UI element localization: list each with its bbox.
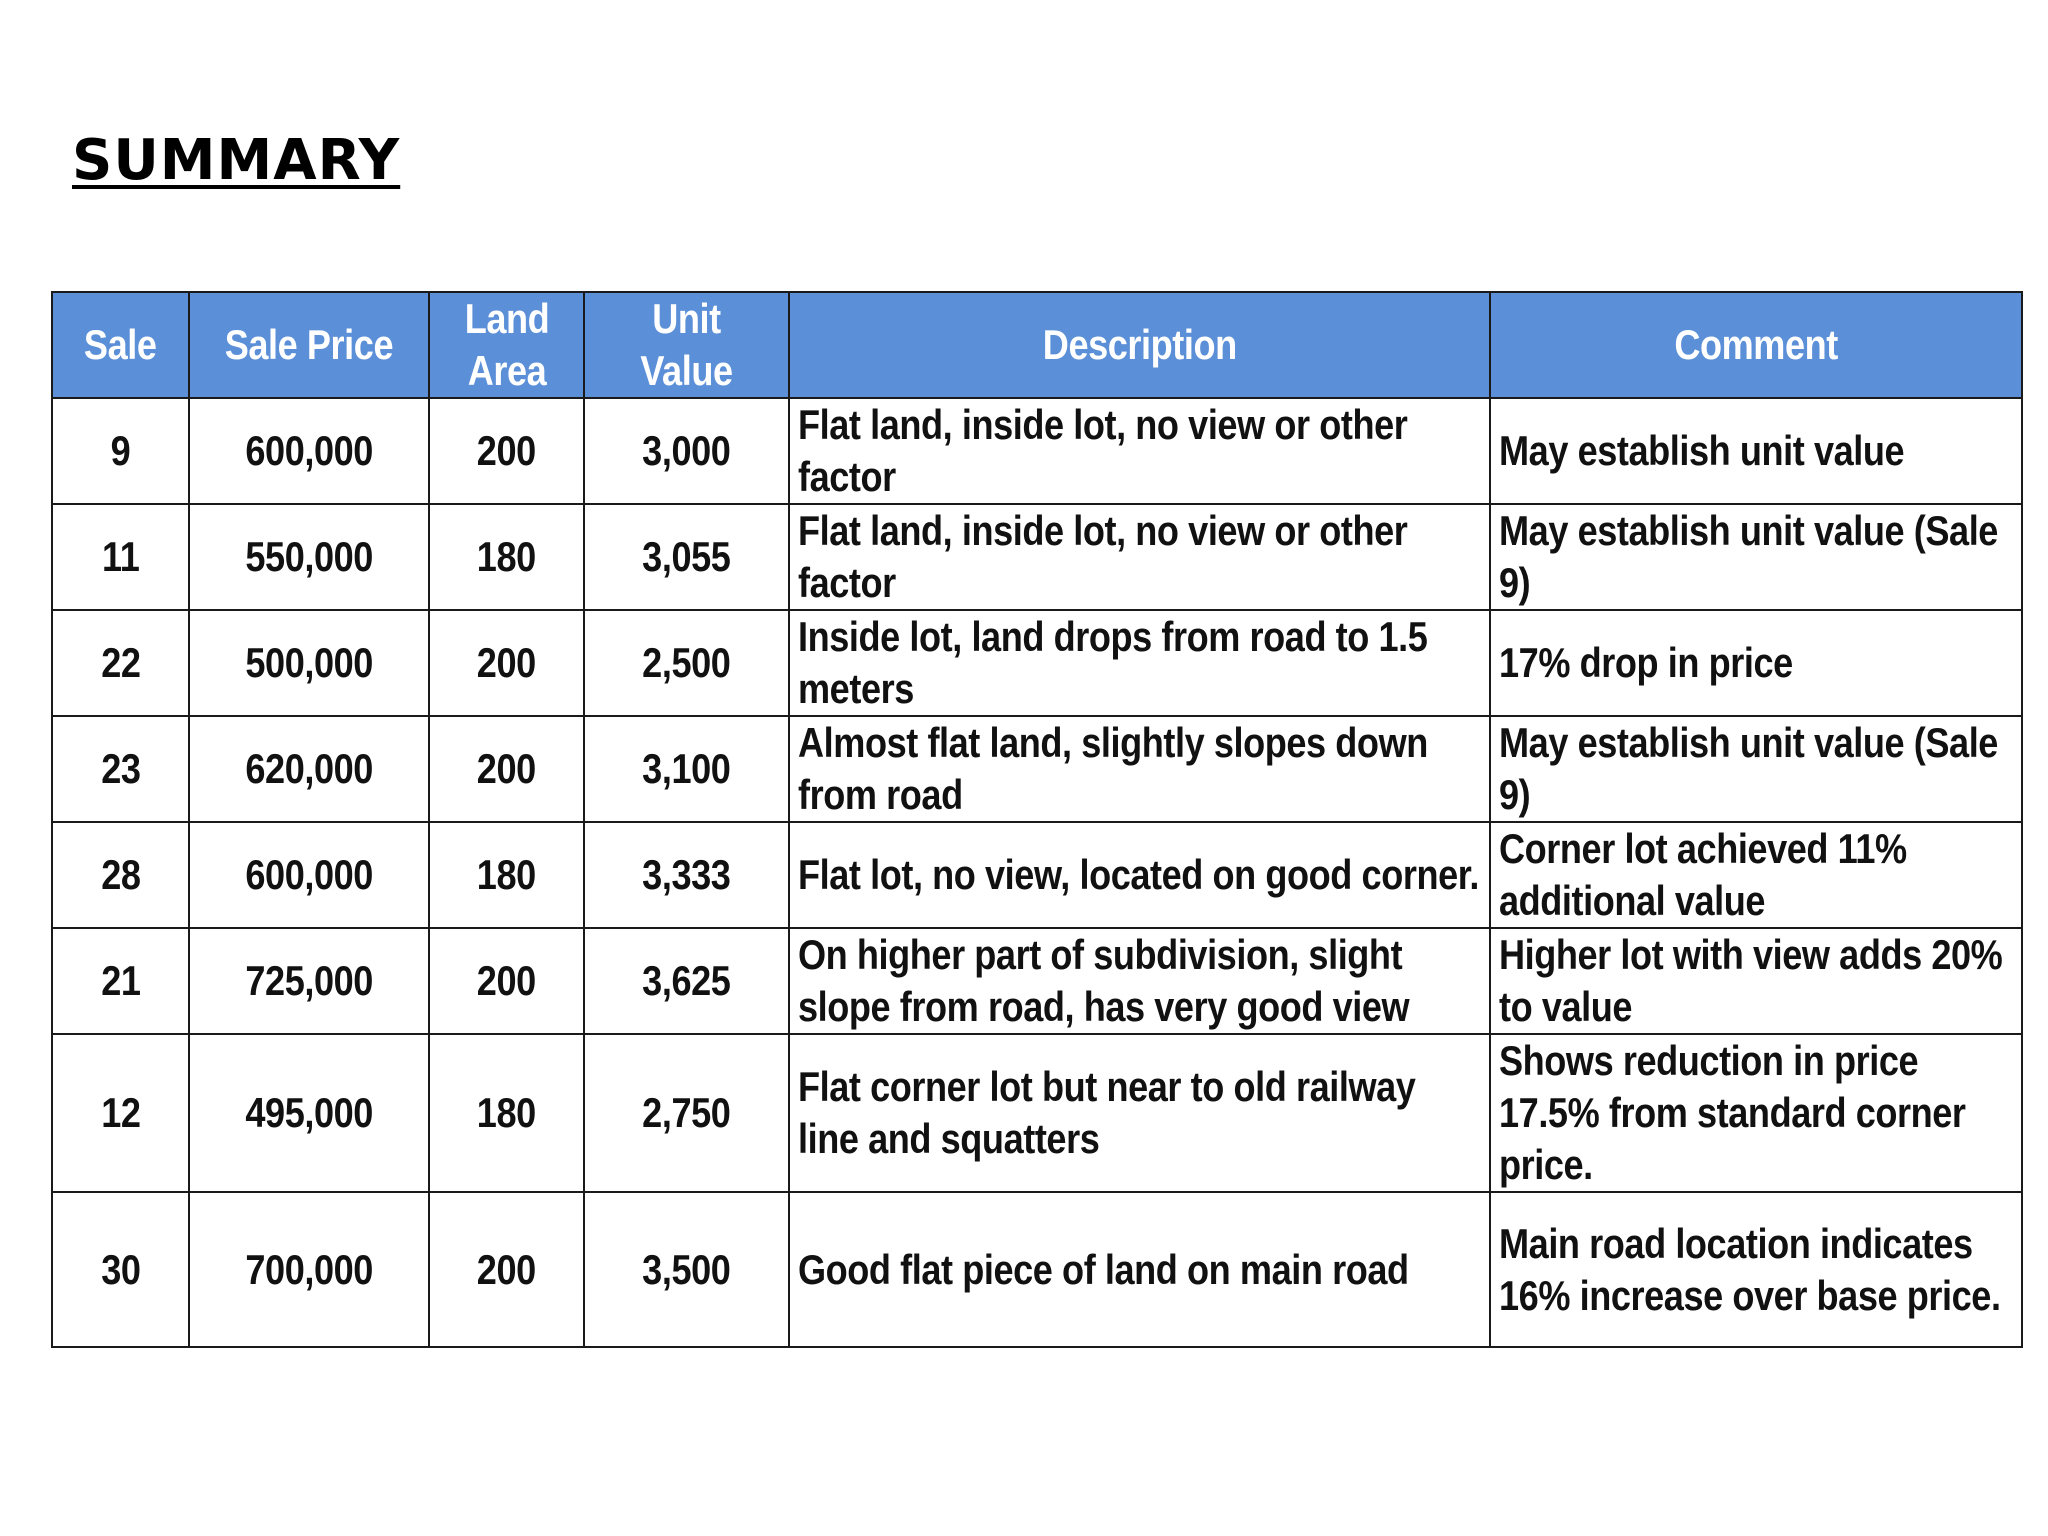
table-row — [52, 398, 2022, 504]
cell-sale-price: 495,000 — [189, 1034, 429, 1192]
table-row — [52, 1034, 2022, 1192]
cell-comment: Shows reduction in price 17.5% from standard corner price. — [1490, 1034, 2022, 1192]
summary-table — [51, 291, 2023, 1348]
header-description: Description — [789, 292, 1490, 398]
cell-description: Flat lot, no view, located on good corner. — [789, 822, 1490, 928]
page-title: SUMMARY — [72, 128, 401, 193]
cell-description: Flat land, inside lot, no view or other factor — [789, 504, 1490, 610]
cell-land-area: 200 — [429, 610, 584, 716]
cell-comment: Higher lot with view adds 20% to value — [1490, 928, 2022, 1034]
cell-comment: 17% drop in price — [1490, 610, 2022, 716]
cell-land-area: 180 — [429, 504, 584, 610]
cell-sale: 22 — [52, 610, 189, 716]
cell-sale-price: 620,000 — [189, 716, 429, 822]
cell-sale-price: 600,000 — [189, 398, 429, 504]
cell-unit-value: 3,100 — [584, 716, 789, 822]
cell-sale-price: 725,000 — [189, 928, 429, 1034]
cell-land-area: 200 — [429, 1192, 584, 1347]
header-comment: Comment — [1490, 292, 2022, 398]
cell-unit-value: 3,000 — [584, 398, 789, 504]
header-sale-price: Sale Price — [189, 292, 429, 398]
header-sale: Sale — [52, 292, 189, 398]
cell-description: Good flat piece of land on main road — [789, 1192, 1490, 1347]
table-row — [52, 716, 2022, 822]
cell-unit-value: 2,750 — [584, 1034, 789, 1192]
cell-unit-value: 3,500 — [584, 1192, 789, 1347]
cell-land-area: 180 — [429, 822, 584, 928]
cell-description: Flat corner lot but near to old railway line and squatters — [789, 1034, 1490, 1192]
cell-sale: 11 — [52, 504, 189, 610]
cell-description: On higher part of subdivision, slight slope from road, has very good view — [789, 928, 1490, 1034]
cell-land-area: 200 — [429, 398, 584, 504]
table-header-row — [52, 292, 2022, 398]
cell-sale: 21 — [52, 928, 189, 1034]
cell-sale-price: 500,000 — [189, 610, 429, 716]
cell-comment: May establish unit value (Sale 9) — [1490, 716, 2022, 822]
cell-description: Inside lot, land drops from road to 1.5 meters — [789, 610, 1490, 716]
cell-sale: 23 — [52, 716, 189, 822]
cell-sale: 9 — [52, 398, 189, 504]
cell-sale: 30 — [52, 1192, 189, 1347]
cell-land-area: 200 — [429, 716, 584, 822]
cell-sale-price: 700,000 — [189, 1192, 429, 1347]
cell-comment: May establish unit value (Sale 9) — [1490, 504, 2022, 610]
cell-land-area: 180 — [429, 1034, 584, 1192]
table-row — [52, 610, 2022, 716]
cell-comment: May establish unit value — [1490, 398, 2022, 504]
cell-description: Almost flat land, slightly slopes down from road — [789, 716, 1490, 822]
header-unit-value: Unit Value — [584, 292, 789, 398]
cell-sale-price: 550,000 — [189, 504, 429, 610]
table-row — [52, 822, 2022, 928]
cell-description: Flat land, inside lot, no view or other factor — [789, 398, 1490, 504]
cell-sale: 12 — [52, 1034, 189, 1192]
cell-unit-value: 2,500 — [584, 610, 789, 716]
cell-unit-value: 3,333 — [584, 822, 789, 928]
header-land-area: Land Area — [429, 292, 584, 398]
cell-sale-price: 600,000 — [189, 822, 429, 928]
cell-comment: Main road location indicates 16% increase over base price. — [1490, 1192, 2022, 1347]
cell-unit-value: 3,625 — [584, 928, 789, 1034]
cell-comment: Corner lot achieved 11% additional value — [1490, 822, 2022, 928]
cell-unit-value: 3,055 — [584, 504, 789, 610]
cell-land-area: 200 — [429, 928, 584, 1034]
table-row — [52, 1192, 2022, 1347]
table-row — [52, 928, 2022, 1034]
table-row — [52, 504, 2022, 610]
cell-sale: 28 — [52, 822, 189, 928]
